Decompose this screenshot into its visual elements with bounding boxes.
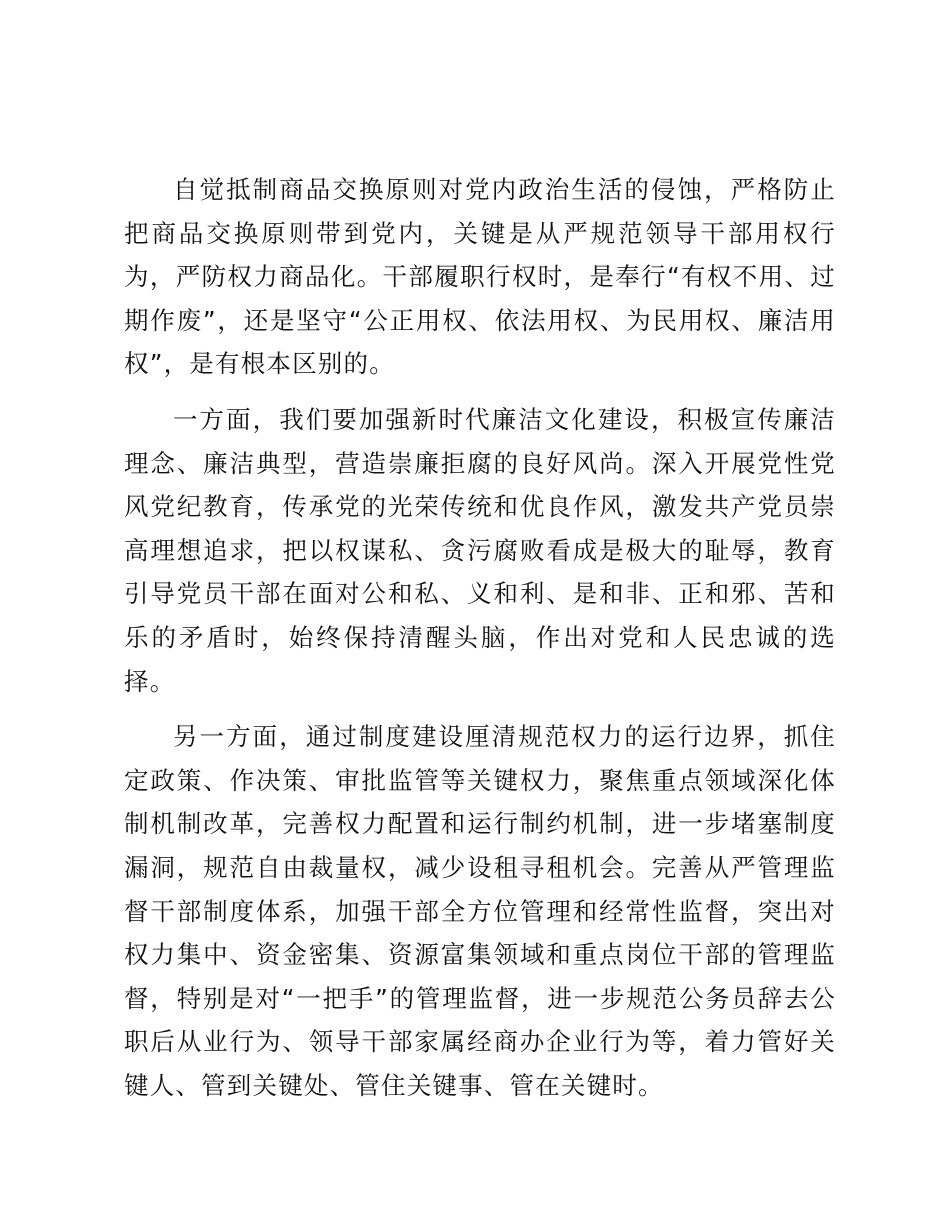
paragraph-2: 一方面，我们要加强新时代廉洁文化建设，积极宣传廉洁理念、廉洁典型，营造崇廉拒腐的良好风尚。深入开展党性党风党纪教育，传承党的光荣传统和优良作风，激发共产党员崇高理想追求，把以权谋私、贪污腐败看成是极大的耻辱，教育引导党员干部在面对公和私、义和利、是和非、正和邪、苦和乐的矛盾时，始终保持清醒头脑，作出对党和人民忠诚的选择。 [124,404,836,696]
paragraph-1: 自觉抵制商品交换原则对党内政治生活的侵蚀，严格防止把商品交换原则带到党内，关键是从严规范领导干部用权行为，严防权力商品化。干部履职行权时，是奉行“有权不用、过期作废”，还是坚守“公正用权、依法用权、为民用权、廉洁用权”，是有根本区别的。 [124,175,836,379]
paragraph-3: 另一方面，通过制度建设厘清规范权力的运行边界，抓住定政策、作决策、审批监管等关键权力，聚焦重点领域深化体制机制改革，完善权力配置和运行制约机制，进一步堵塞制度漏洞，规范自由裁量权，减少设租寻租机会。完善从严管理监督干部制度体系，加强干部全方位管理和经常性监督，突出对权力集中、资金密集、资源富集领域和重点岗位干部的管理监督，特别是对“一把手”的管理监督，进一步规范公务员辞去公职后从业行为、领导干部家属经商办企业行为等，着力管好关键人、管到关键处、管住关键事、管在关键时。 [124,722,836,1100]
document-body [124,168,836,1119]
